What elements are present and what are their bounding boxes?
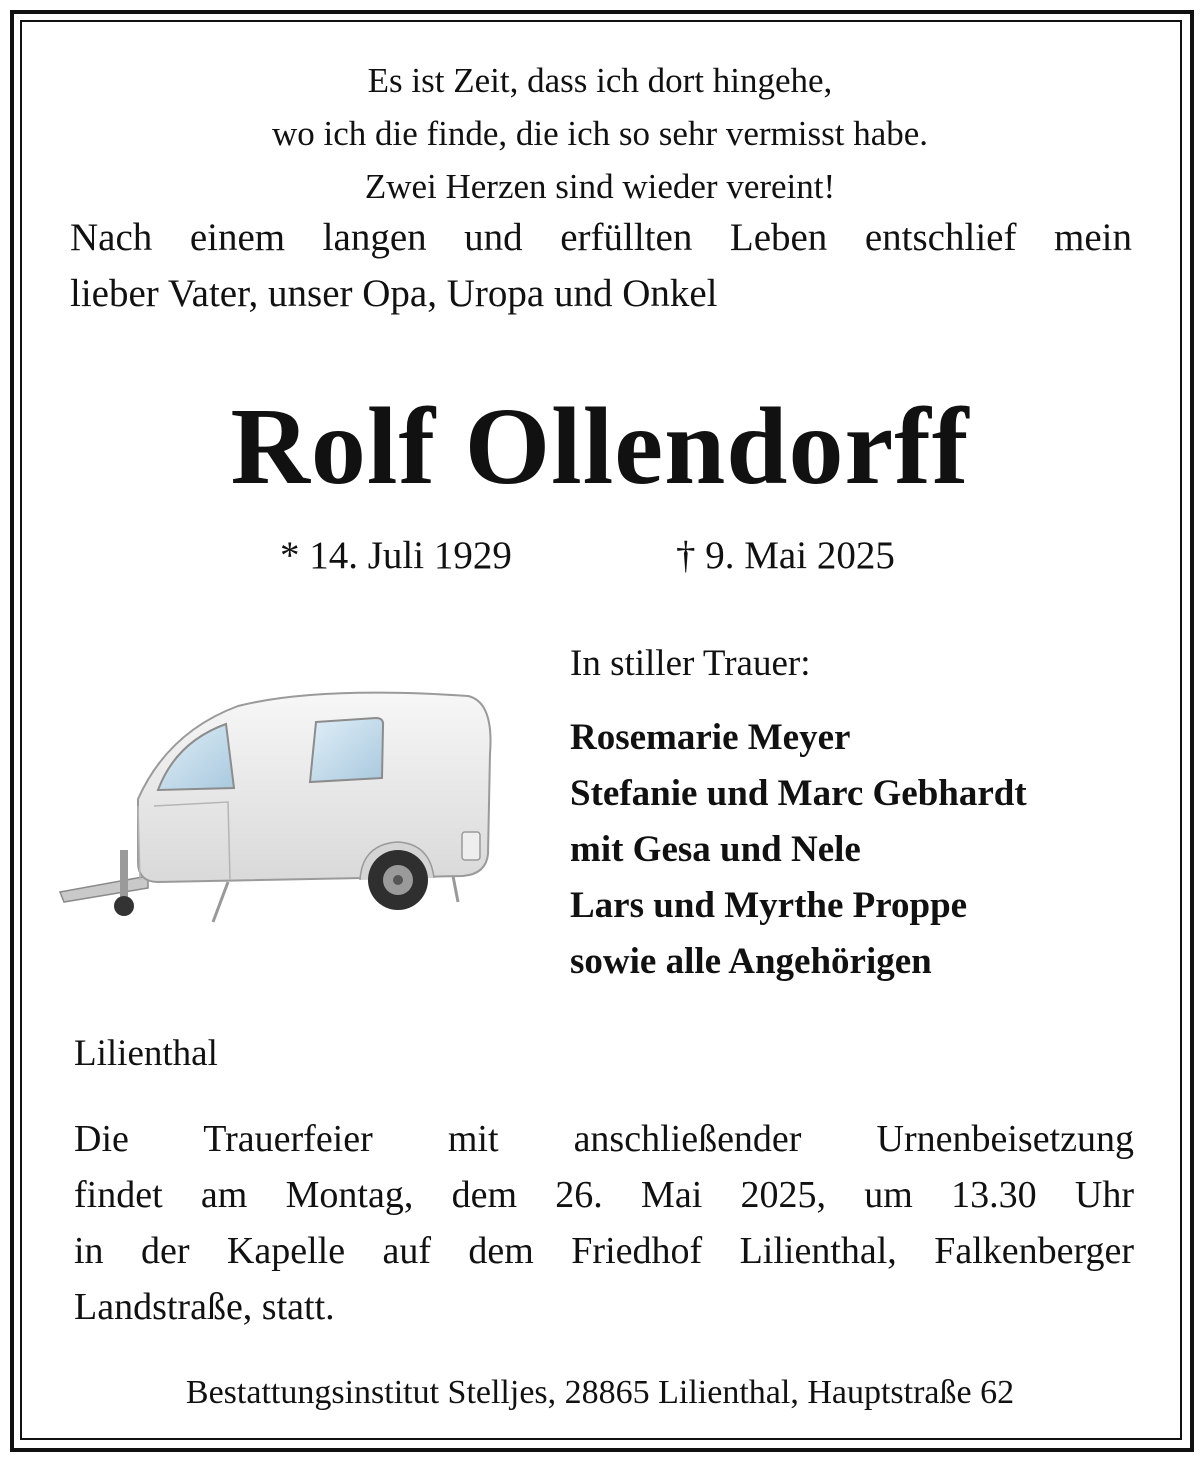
birth-date: * 14. Juli 1929 bbox=[280, 534, 512, 577]
mourner-name: Stefanie und Marc Gebhardt bbox=[570, 773, 1027, 814]
ceremony-line: findet am Montag, dem 26. Mai 2025, um 13.30 Uhr bbox=[74, 1174, 1134, 1216]
intro-text bbox=[70, 210, 1132, 322]
deceased-name: Rolf Ollendorff bbox=[230, 385, 970, 507]
motto-line: Zwei Herzen sind wieder vereint! bbox=[364, 167, 836, 206]
mourning-intro: In stiller Trauer: bbox=[570, 643, 811, 684]
mourners-list bbox=[570, 710, 1027, 990]
motto-line: wo ich die finde, die ich so sehr vermisst habe. bbox=[271, 114, 929, 153]
motto-line: Es ist Zeit, dass ich dort hingehe, bbox=[367, 61, 833, 100]
ceremony-line: in der Kapelle auf dem Friedhof Lilienthal, Falkenberger bbox=[74, 1230, 1134, 1272]
ceremony-line: Landstraße, statt. bbox=[74, 1286, 335, 1328]
caravan-icon bbox=[58, 684, 498, 924]
mourner-name: mit Gesa und Nele bbox=[570, 829, 861, 870]
mourner-name: Rosemarie Meyer bbox=[570, 717, 851, 758]
motto-verse bbox=[0, 54, 1200, 213]
place-name: Lilienthal bbox=[74, 1033, 218, 1074]
ceremony-text bbox=[74, 1111, 1134, 1335]
funeral-home: Bestattungsinstitut Stelljes, 28865 Lilienthal, Hauptstraße 62 bbox=[185, 1374, 1015, 1411]
mourner-name: Lars und Myrthe Proppe bbox=[570, 885, 968, 926]
mourner-name: sowie alle Angehörigen bbox=[570, 941, 932, 982]
death-date: † 9. Mai 2025 bbox=[676, 534, 895, 577]
intro-line: lieber Vater, unser Opa, Uropa und Onkel bbox=[70, 272, 718, 315]
intro-line: Nach einem langen und erfüllten Leben entschlief mein bbox=[70, 216, 1132, 259]
ceremony-line: Die Trauerfeier mit anschließender Urnenbeisetzung bbox=[74, 1118, 1134, 1160]
